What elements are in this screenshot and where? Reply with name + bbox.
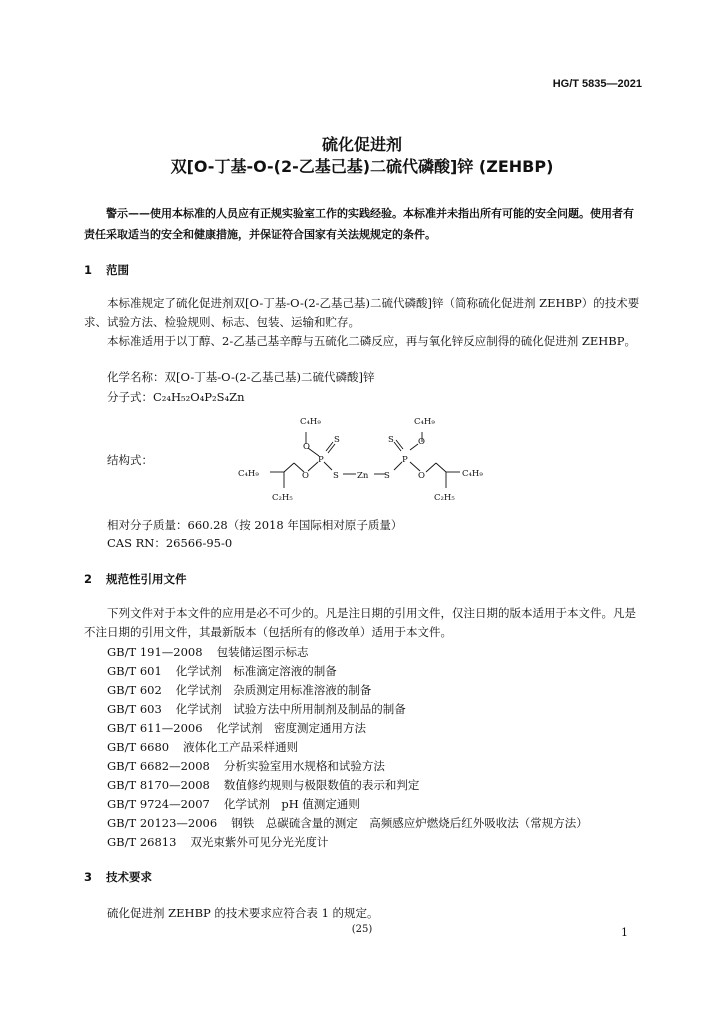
footer-page-number: 1 — [621, 926, 628, 939]
reference-title: 化学试剂 pH 值测定通则 — [223, 797, 360, 811]
section-2-intro: 下列文件对于本文件的应用是必不可少的。凡是注日期的引用文件，仅注日期的版本适用于本文件。凡是不注日期的引用文件，其最新版本（包括所有的修改单）适用于本文件。 — [84, 606, 636, 639]
cas-number — [107, 535, 232, 551]
struct-c4h9-right-top: C₄H₉ — [414, 417, 435, 427]
chemical-name-value: 双[O-丁基-O-(2-乙基己基)二硫代磷酸]锌 — [164, 370, 375, 384]
reference-title: 化学试剂 杂质测定用标准溶液的制备 — [175, 683, 372, 697]
reference-item — [107, 777, 419, 793]
struct-o-left-bottom: O — [302, 471, 309, 481]
section-1-number: 1 — [84, 263, 93, 277]
formula-value: C₂₄H₅₂O₄P₂S₄Zn — [153, 390, 245, 404]
section-1-title: 范围 — [106, 263, 129, 277]
reference-title: 化学试剂 标准滴定溶液的制备 — [175, 664, 337, 678]
warning-paragraph: 警示——使用本标准的人员应有正规实验室工作的实践经验。本标准并未指出所有可能的安全问题。使用者有责任采取适当的安全和健康措施，并保证符合国家有关法规规定的条件。 — [84, 207, 634, 241]
section-3-number: 3 — [84, 870, 93, 884]
structure-label: 结构式： — [107, 453, 153, 467]
cas-value: 26566-95-0 — [165, 536, 233, 550]
chemical-name — [107, 369, 375, 385]
reference-item — [107, 720, 366, 736]
reference-title: 数值修约规则与极限数值的表示和判定 — [223, 778, 420, 792]
reference-code: GB/T 611—2006 — [107, 721, 203, 735]
section-3-title: 技术要求 — [106, 870, 152, 884]
reference-title: 化学试剂 密度测定通用方法 — [216, 721, 367, 735]
struct-s-right-bridge: S — [384, 471, 390, 481]
reference-title: 液体化工产品采样通则 — [183, 740, 299, 754]
struct-c4h9-right-chain: C₄H₉ — [462, 469, 483, 479]
struct-c2h5-right: C₂H₅ — [434, 493, 455, 503]
section-1-para-1: 本标准规定了硫化促进剂双[O-丁基-O-(2-乙基己基)二硫代磷酸]锌（简称硫化促进剂 ZEHBP）的技术要求、试验方法、检验规则、标志、包装、运输和贮存。 — [84, 296, 640, 329]
footer-page-code: (25) — [351, 924, 373, 935]
reference-item — [107, 834, 328, 850]
molecular-mass — [107, 517, 402, 533]
struct-s-left-bridge: S — [333, 471, 339, 481]
struct-s-left-double: S — [334, 435, 340, 445]
reference-item — [107, 701, 406, 717]
struct-c4h9-left-chain: C₄H₉ — [238, 469, 259, 479]
struct-o-right-bottom: O — [418, 471, 425, 481]
struct-p-right: P — [402, 455, 408, 465]
formula-label: 分子式： — [107, 390, 153, 404]
reference-item — [107, 644, 309, 660]
section-2-number: 2 — [84, 572, 93, 586]
reference-code: GB/T 6682—2008 — [107, 759, 210, 773]
reference-code: GB/T 602 — [107, 683, 162, 697]
reference-code: GB/T 191—2008 — [107, 645, 203, 659]
reference-code: GB/T 601 — [107, 664, 162, 678]
reference-code: GB/T 6680 — [107, 740, 170, 754]
struct-c4h9-left-top: C₄H₉ — [300, 417, 321, 427]
reference-code: GB/T 9724—2007 — [107, 797, 210, 811]
mass-label: 相对分子质量： — [107, 518, 188, 532]
reference-code: GB/T 26813 — [107, 835, 177, 849]
struct-o-left-top: O — [303, 442, 310, 452]
reference-item — [107, 758, 385, 774]
reference-code: GB/T 603 — [107, 702, 162, 716]
reference-code: GB/T 8170—2008 — [107, 778, 210, 792]
struct-o-right-top: O — [418, 437, 425, 447]
reference-code: GB/T 20123—2006 — [107, 816, 218, 830]
title-line-1: 硫化促进剂 — [321, 135, 402, 154]
struct-zn: Zn — [357, 471, 369, 481]
section-2-title: 规范性引用文件 — [106, 572, 187, 586]
struct-p-left: P — [318, 455, 324, 465]
section-1-heading — [84, 262, 129, 278]
structural-formula — [228, 408, 498, 508]
cas-label: CAS RN： — [107, 536, 166, 550]
reference-title: 钢铁 总碳硫含量的测定 高频感应炉燃烧后红外吸收法（常规方法） — [231, 816, 588, 830]
reference-item — [107, 815, 588, 831]
struct-c2h5-left: C₂H₅ — [272, 493, 293, 503]
reference-item — [107, 663, 337, 679]
struct-s-right-double: S — [388, 435, 394, 445]
reference-title: 包装储运图示标志 — [216, 645, 309, 659]
reference-item — [107, 682, 371, 698]
standard-code: HG/T 5835—2021 — [552, 78, 642, 90]
chemical-name-label: 化学名称： — [107, 370, 165, 384]
mass-value: 660.28（按 2018 年国际相对原子质量） — [187, 518, 403, 532]
reference-item — [107, 739, 298, 755]
section-2-heading — [84, 571, 187, 587]
reference-title: 分析实验室用水规格和试验方法 — [223, 759, 385, 773]
section-3-para-1: 硫化促进剂 ZEHBP 的技术要求应符合表 1 的规定。 — [107, 906, 379, 920]
section-1-para-2: 本标准适用于以丁醇、2-乙基己基辛醇与五硫化二磷反应，再与氧化锌反应制得的硫化促进剂 ZEHBP。 — [107, 334, 636, 348]
section-3-heading — [84, 869, 152, 885]
reference-title: 化学试剂 试验方法中所用制剂及制品的制备 — [175, 702, 406, 716]
title-line-2: 双[O-丁基-O-(2-乙基己基)二硫代磷酸]锌 (ZEHBP) — [170, 157, 554, 176]
reference-item — [107, 796, 360, 812]
reference-title: 双光束紫外可见分光光度计 — [190, 835, 329, 849]
molecular-formula — [107, 389, 245, 405]
